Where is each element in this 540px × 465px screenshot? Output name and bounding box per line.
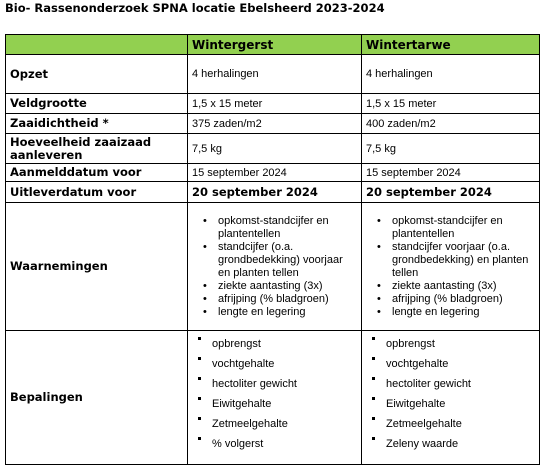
- cell-wintertarwe: 15 september 2024: [362, 164, 540, 182]
- list-item: • lengte en legering: [392, 306, 535, 319]
- cell-wintertarwe: 1,5 x 15 meter: [362, 94, 540, 114]
- table-row-veldgrootte: [6, 94, 540, 114]
- list-item: Zetmeelgehalte: [386, 418, 535, 438]
- observation-list: [192, 215, 357, 319]
- list-item: hectoliter gewicht: [386, 378, 535, 398]
- cell-wintertarwe: [362, 331, 540, 465]
- table-row-waarnemingen: [6, 203, 540, 331]
- cell-wintergerst: 7,5 kg: [188, 134, 362, 164]
- cell-wintergerst: 1,5 x 15 meter: [188, 94, 362, 114]
- cell-wintertarwe: 400 zaden/m2: [362, 114, 540, 134]
- row-label: Opzet: [6, 55, 188, 94]
- list-item: Zetmeelgehalte: [212, 418, 357, 438]
- list-item: vochtgehalte: [386, 358, 535, 378]
- cell-wintergerst: 375 zaden/m2: [188, 114, 362, 134]
- list-item: • ziekte aantasting (3x): [392, 280, 535, 293]
- cell-wintergerst: 20 september 2024: [188, 182, 362, 203]
- list-item: • opkomst-standcijfer en plantentellen: [392, 215, 535, 241]
- list-item: • standcijfer voorjaar (o.a. grondbedekking) en planten tellen: [392, 241, 535, 280]
- row-label: Uitleverdatum voor: [6, 182, 188, 203]
- list-item: • ziekte aantasting (3x): [218, 280, 357, 293]
- trial-table: [5, 34, 540, 465]
- list-item: opbrengst: [386, 338, 535, 358]
- cell-wintergerst: 15 september 2024: [188, 164, 362, 182]
- cell-wintergerst: 4 herhalingen: [188, 55, 362, 94]
- table-header-row: [6, 35, 540, 55]
- cell-wintergerst: [188, 331, 362, 465]
- cell-wintertarwe: 20 september 2024: [362, 182, 540, 203]
- document-title: Bio- Rassenonderzoek SPNA locatie Ebelsheerd 2023-2024: [5, 1, 385, 15]
- header-cell-wintertarwe: Wintertarwe: [362, 35, 540, 55]
- table-row-opzet: [6, 55, 540, 94]
- list-item: Eiwitgehalte: [212, 398, 357, 418]
- list-item: • opkomst-standcijfer en plantentellen: [218, 215, 357, 241]
- observation-list: [366, 215, 535, 319]
- table-row-uitleverdatum: [6, 182, 540, 203]
- list-item: % volgerst: [212, 438, 357, 458]
- list-item: • afrijping (% bladgroen): [218, 293, 357, 306]
- list-item: Eiwitgehalte: [386, 398, 535, 418]
- row-label: Zaaidichtheid *: [6, 114, 188, 134]
- row-label: Bepalingen: [6, 331, 188, 465]
- determination-list: [192, 338, 357, 458]
- list-item: hectoliter gewicht: [212, 378, 357, 398]
- cell-wintergerst: [188, 203, 362, 331]
- cell-wintertarwe: 7,5 kg: [362, 134, 540, 164]
- list-item: • standcijfer (o.a. grondbedekking) voorjaar en planten tellen: [218, 241, 357, 280]
- list-item: • afrijping (% bladgroen): [392, 293, 535, 306]
- header-cell-empty: [6, 35, 188, 55]
- table-row-hoeveelheid: [6, 134, 540, 164]
- row-label: Hoeveelheid zaaizaad aanleveren: [6, 134, 188, 164]
- table-row-aanmelddatum: [6, 164, 540, 182]
- table-row-zaaidichtheid: [6, 114, 540, 134]
- row-label: Aanmelddatum voor: [6, 164, 188, 182]
- cell-wintertarwe: [362, 203, 540, 331]
- table-row-bepalingen: [6, 331, 540, 465]
- row-label: Waarnemingen: [6, 203, 188, 331]
- determination-list: [366, 338, 535, 458]
- list-item: • lengte en legering: [218, 306, 357, 319]
- header-cell-wintergerst: Wintergerst: [188, 35, 362, 55]
- list-item: vochtgehalte: [212, 358, 357, 378]
- list-item: opbrengst: [212, 338, 357, 358]
- row-label: Veldgrootte: [6, 94, 188, 114]
- cell-wintertarwe: 4 herhalingen: [362, 55, 540, 94]
- list-item: Zeleny waarde: [386, 438, 535, 458]
